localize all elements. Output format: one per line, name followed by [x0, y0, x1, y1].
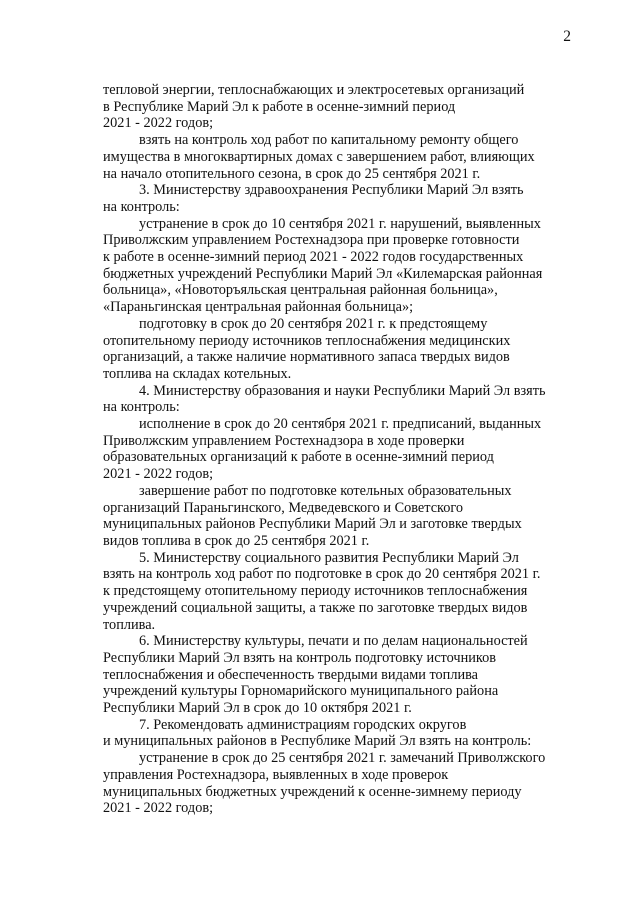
paragraph: тепловой энергии, теплоснабжающих и электросетевых организаций в Республике Марий Эл к работе в осенне-зимний период 2021 - 2022 годов;: [103, 82, 525, 132]
paragraph: завершение работ по подготовке котельных образовательных организаций Параньгинского, Медведевского и Советского муниципальных районов Республики Марий Эл и заготовке твердых видов топлива в срок до 25 сентября 2021 г.: [103, 482, 522, 549]
paragraph: взять на контроль ход работ по капитальному ремонту общего имущества в многоквартирных домах с завершением работ, влияющих на начало отопительного сезона, в срок до 25 сентября 2021 г.: [103, 132, 535, 182]
paragraph: 3. Министерству здравоохранения Республики Марий Эл взять на контроль:: [103, 182, 524, 215]
paragraph: исполнение в срок до 20 сентября 2021 г. предписаний, выданных Приволжским управлением Ростехнадзора в ходе проверки образовательных организаций к работе в осенне-зимний период 2021 - 2022 годов;: [103, 416, 542, 483]
paragraph: 5. Министерству социального развития Республики Марий Эл взять на контроль ход работ по подготовке в срок до 20 сентября 2021 г. к предстоящему отопительному периоду источников теплоснабжения учреждений социальной защиты, а также по заготовке твердых видов топлива.: [103, 549, 541, 633]
paragraph: 6. Министерству культуры, печати и по делам национальностей Республики Марий Эл взять на контроль подготовку источников теплоснабжения и обеспеченность твердыми видами топлива учреждений культуры Горномарийского муниципального района Республики Марий Эл в срок до 10 октября 2021 г.: [103, 633, 528, 717]
paragraph: 7. Рекомендовать администрациям городских округов и муниципальных районов в Республике Марий Эл взять на контроль:: [103, 716, 532, 750]
paragraph: устранение в срок до 10 сентября 2021 г. нарушений, выявленных Приволжским управлением Ростехнадзора при проверке готовности к работе в осенне-зимний период 2021 - 2022 годов государственных бюджетных учреждений Республики Марий Эл «Килемарская районная больница», «Новоторъяльская центральная районная больница», «Параньгинская центральная районная больница»;: [103, 215, 543, 316]
page-number: 2: [563, 28, 571, 45]
paragraph: подготовку в срок до 20 сентября 2021 г. к предстоящему отопительному периоду источников теплоснабжения медицинских организаций, а также наличие нормативного запаса твердых видов топлива на складах котельных.: [103, 315, 511, 382]
paragraph: устранение в срок до 25 сентября 2021 г. замечаний Приволжского управления Ростехнадзора, выявленных в ходе проверок муниципальных бюджетных учреждений к осенне-зимнему периоду 2021 - 2022 годов;: [103, 750, 546, 817]
document-body: [103, 82, 571, 817]
paragraph: 4. Министерству образования и науки Республики Марий Эл взять на контроль:: [103, 382, 546, 416]
